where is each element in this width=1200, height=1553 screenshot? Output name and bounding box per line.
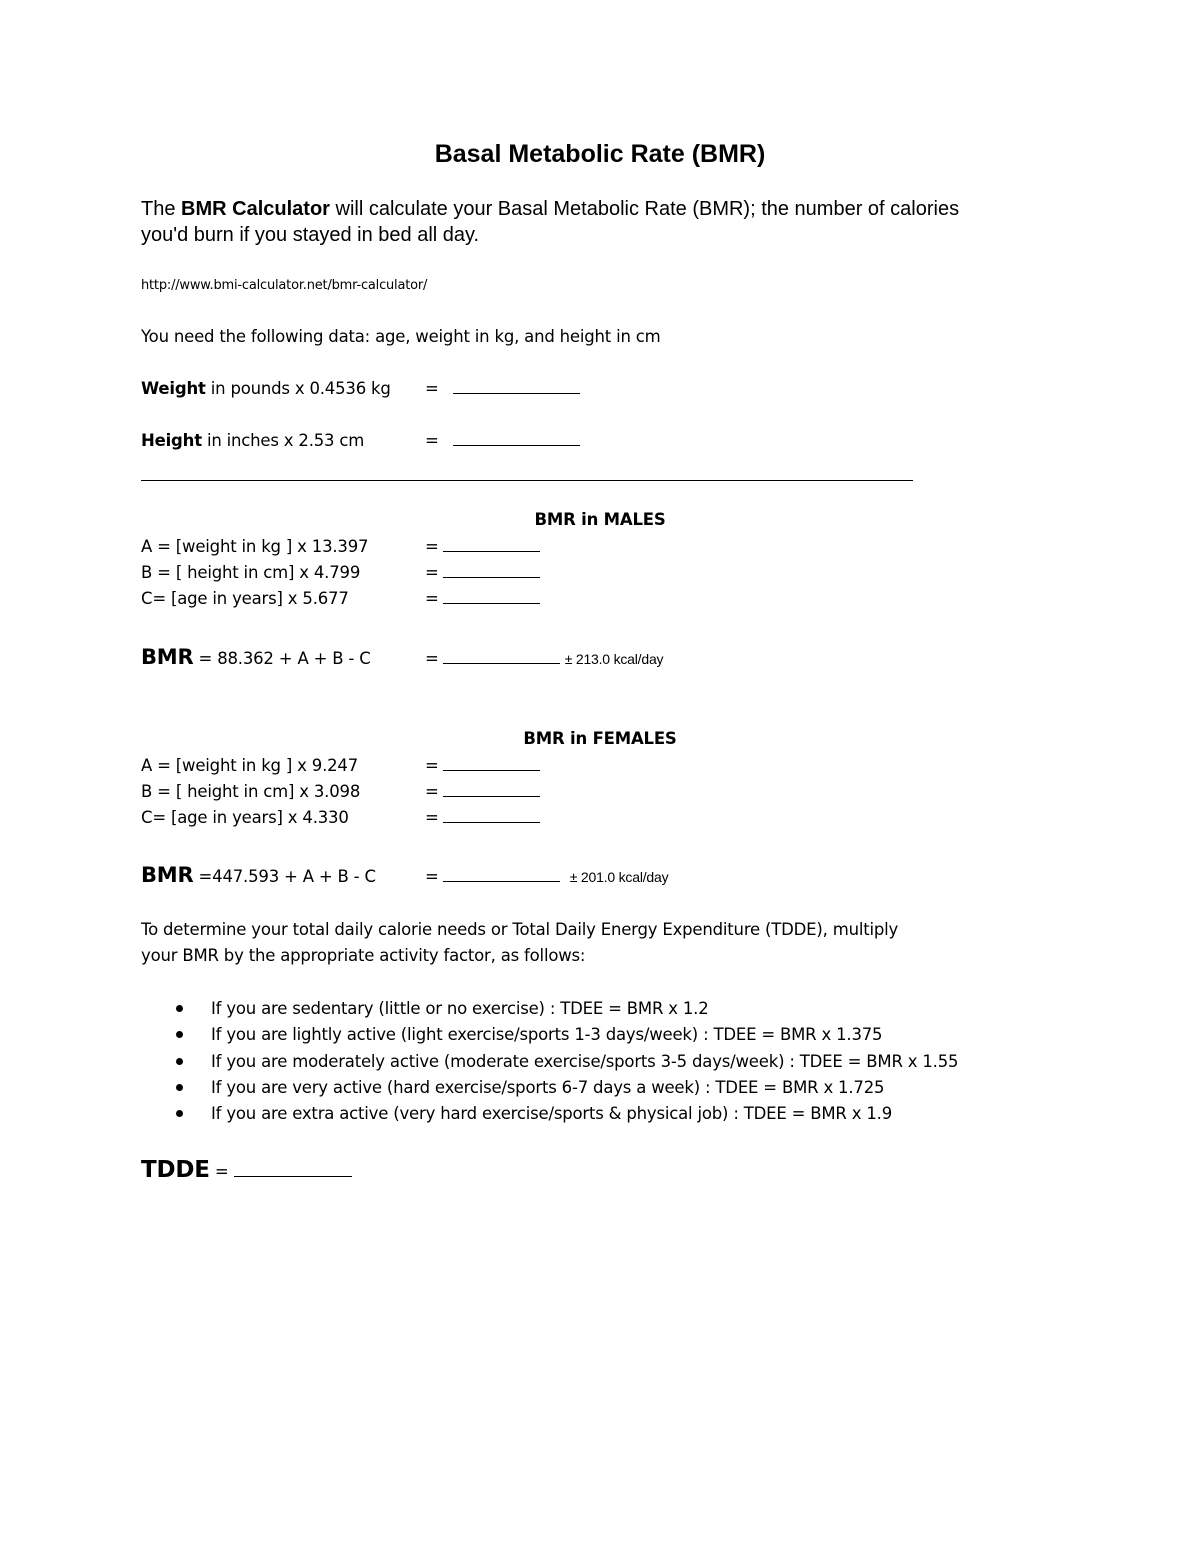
females-row-b-result [425, 782, 540, 801]
calculator-url[interactable]: http://www.bmi-calculator.net/bmr-calculator/ [141, 278, 428, 293]
equals-sign: = [425, 379, 439, 398]
females-row-c: C= [age in years] x 4.330 [141, 808, 349, 827]
females-row-a: A = [weight in kg ] x 9.247 [141, 756, 359, 775]
activity-text: If you are lightly active (light exercise/sports 1-3 days/week) : TDEE = BMR x 1.375 [211, 1025, 883, 1045]
weight-result [425, 379, 580, 398]
males-row-b: B = [ height in cm] x 4.799 [141, 563, 361, 582]
equals-sign: = [425, 431, 439, 450]
equals-sign: = [425, 537, 439, 556]
males-row-c-result [425, 589, 540, 608]
section-divider [141, 480, 913, 481]
males-c-blank[interactable] [443, 589, 540, 604]
females-b-blank[interactable] [443, 782, 540, 797]
list-item [170, 997, 958, 1023]
height-formula: in inches x 2.53 cm [201, 431, 365, 450]
weight-blank[interactable] [453, 379, 580, 394]
equals-sign: = [425, 756, 439, 775]
males-row-b-result [425, 563, 540, 582]
tdde-equals: = [209, 1162, 229, 1181]
weight-conversion [141, 379, 391, 398]
tdee-intro-line-1: To determine your total daily calorie needs or Total Daily Energy Expenditure (TDDE), multiply [141, 920, 899, 939]
bullet-icon [176, 1058, 183, 1065]
equals-sign: = [425, 649, 439, 668]
tdde-label: TDDE [141, 1157, 210, 1183]
males-tolerance: ± 213.0 kcal/day [564, 651, 664, 667]
intro-pre: The [141, 198, 182, 220]
equals-sign: = [425, 782, 439, 801]
activity-text: If you are very active (hard exercise/sports 6-7 days a week) : TDEE = BMR x 1.725 [211, 1077, 885, 1097]
list-item [170, 1050, 958, 1076]
females-bmr-equation: =447.593 + A + B - C [193, 867, 376, 886]
males-row-c: C= [age in years] x 5.677 [141, 589, 349, 608]
females-tolerance: ± 201.0 kcal/day [569, 869, 669, 885]
list-item [170, 1076, 958, 1102]
males-heading: BMR in MALES [534, 510, 666, 529]
females-heading: BMR in FEMALES [523, 729, 677, 748]
males-bmr-equation: = 88.362 + A + B - C [193, 649, 371, 668]
males-bmr-formula [141, 645, 371, 669]
equals-sign: = [425, 867, 439, 886]
intro-line-2: you'd burn if you stayed in bed all day. [141, 224, 480, 246]
tdde-blank[interactable] [234, 1162, 352, 1177]
height-label: Height [141, 431, 202, 450]
height-blank[interactable] [453, 431, 580, 446]
activity-text: If you are moderately active (moderate exercise/sports 3-5 days/week) : TDEE = BMR x 1.55 [211, 1051, 959, 1071]
males-a-blank[interactable] [443, 537, 540, 552]
page-title: Basal Metabolic Rate (BMR) [434, 140, 766, 168]
intro-bold: BMR Calculator [181, 198, 330, 220]
weight-label: Weight [141, 379, 206, 398]
weight-formula: in pounds x 0.4536 kg [205, 379, 391, 398]
males-bmr-label: BMR [141, 645, 194, 669]
tdde-result [141, 1157, 352, 1183]
activity-level-list [170, 997, 958, 1128]
males-b-blank[interactable] [443, 563, 540, 578]
equals-sign: = [425, 589, 439, 608]
males-row-a-result [425, 537, 540, 556]
females-bmr-formula [141, 863, 376, 887]
intro-post: will calculate your Basal Metabolic Rate (BMR); the number of calories [329, 198, 960, 220]
females-row-b: B = [ height in cm] x 3.098 [141, 782, 361, 801]
height-result [425, 431, 580, 450]
data-needed-text: You need the following data: age, weight in kg, and height in cm [141, 327, 661, 346]
females-bmr-label: BMR [141, 863, 194, 887]
females-a-blank[interactable] [443, 756, 540, 771]
females-row-c-result [425, 808, 540, 827]
activity-text: If you are extra active (very hard exercise/sports & physical job) : TDEE = BMR x 1.9 [211, 1104, 892, 1124]
females-row-a-result [425, 756, 540, 775]
tdee-intro-line-2: your BMR by the appropriate activity factor, as follows: [141, 946, 586, 965]
females-c-blank[interactable] [443, 808, 540, 823]
intro-line-1 [141, 198, 959, 221]
bullet-icon [176, 1110, 183, 1117]
bullet-icon [176, 1031, 183, 1038]
bullet-icon [176, 1084, 183, 1091]
activity-text: If you are sedentary (little or no exercise) : TDEE = BMR x 1.2 [211, 999, 709, 1018]
equals-sign: = [425, 808, 439, 827]
males-bmr-result [425, 649, 663, 668]
list-item [170, 1023, 958, 1049]
height-conversion [141, 431, 364, 450]
females-bmr-result [425, 867, 668, 886]
females-bmr-blank[interactable] [443, 867, 560, 882]
equals-sign: = [425, 563, 439, 582]
males-bmr-blank[interactable] [443, 649, 560, 664]
males-row-a: A = [weight in kg ] x 13.397 [141, 537, 369, 556]
list-item [170, 1102, 958, 1128]
bullet-icon [176, 1005, 183, 1012]
